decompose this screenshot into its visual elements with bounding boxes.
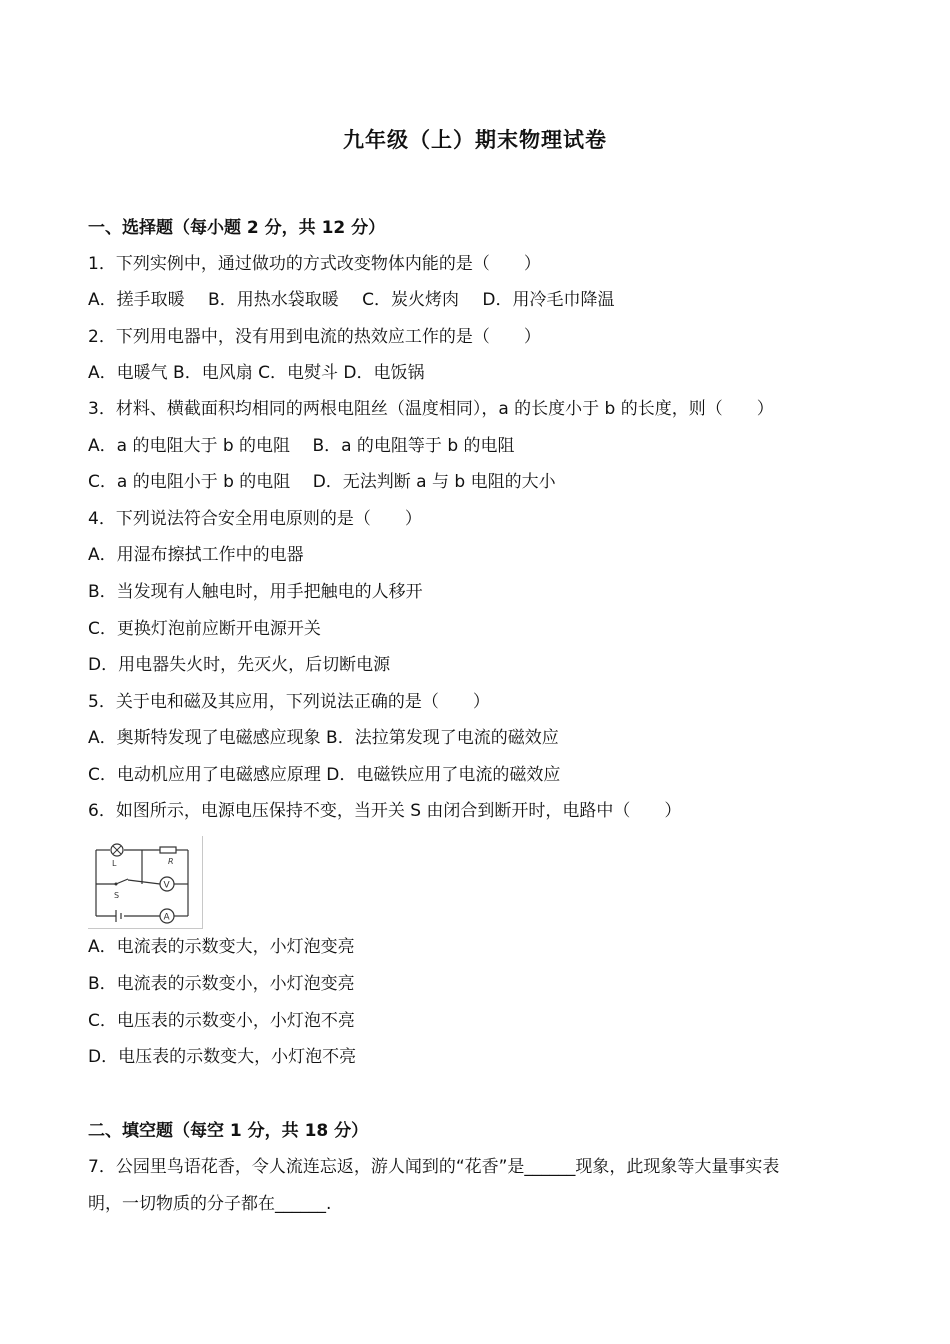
question-6-option-b: B．电流表的示数变小，小灯泡变亮 — [88, 974, 355, 994]
section-heading-choice: 一、选择题（每小题 2 分，共 12 分） — [88, 218, 386, 238]
ammeter-label: A — [163, 912, 170, 923]
page-title: 九年级（上）期末物理试卷 — [343, 128, 607, 152]
question-4-option-d: D．用电器失火时，先灭火，后切断电源 — [88, 655, 391, 675]
question-1-option-b: B．用热水袋取暖 — [208, 290, 339, 310]
question-6-option-d: D．电压表的示数变大，小灯泡不亮 — [88, 1047, 357, 1067]
question-5-options-ab: A．奥斯特发现了电磁感应现象 B．法拉第发现了电流的磁效应 — [88, 728, 559, 748]
question-4-option-c: C．更换灯泡前应断开电源开关 — [88, 619, 321, 639]
lamp-symbol — [111, 844, 123, 868]
lamp-label: L — [112, 859, 117, 868]
question-7-line-1: 7．公园里鸟语花香，令人流连忘返，游人闻到的“花香”是______现象，此现象等大量事实表 — [88, 1157, 780, 1177]
question-5-stem: 5．关于电和磁及其应用，下列说法正确的是（ ） — [88, 692, 490, 712]
question-6-option-c: C．电压表的示数变小，小灯泡不亮 — [88, 1011, 355, 1031]
question-6-option-a: A．电流表的示数变大，小灯泡变亮 — [88, 937, 355, 957]
section-heading-fill: 二、填空题（每空 1 分，共 18 分） — [88, 1121, 369, 1141]
voltmeter-symbol — [160, 877, 174, 891]
question-3-options-cd: C．a 的电阻小于 b 的电阻 D．无法判断 a 与 b 电阻的大小 — [88, 472, 556, 492]
question-4-option-b: B．当发现有人触电时，用手把触电的人移开 — [88, 582, 423, 602]
question-3-options-ab: A．a 的电阻大于 b 的电阻 B．a 的电阻等于 b 的电阻 — [88, 436, 515, 456]
question-1-option-d: D．用冷毛巾降温 — [482, 290, 615, 310]
question-1-options — [88, 288, 615, 312]
resistor-label: R — [168, 857, 174, 866]
resistor-symbol — [160, 847, 176, 866]
voltmeter-label: V — [163, 880, 170, 891]
question-3-stem: 3．材料、横截面积均相同的两根电阻丝（温度相同），a 的长度小于 b 的长度，则（ ） — [88, 399, 774, 419]
question-2-stem: 2．下列用电器中，没有用到电流的热效应工作的是（ ） — [88, 327, 541, 347]
question-6-stem: 6．如图所示，电源电压保持不变，当开关 S 由闭合到断开时，电路中（ ） — [88, 801, 682, 821]
question-5-options-cd: C．电动机应用了电磁感应原理 D．电磁铁应用了电流的磁效应 — [88, 765, 561, 785]
switch-symbol — [114, 879, 128, 900]
question-7-line-2: 明，一切物质的分子都在______. — [88, 1194, 332, 1214]
ammeter-symbol — [160, 909, 174, 923]
question-1-option-c: C．炭火烤肉 — [362, 290, 459, 310]
question-4-option-a: A．用湿布擦拭工作中的电器 — [88, 545, 304, 565]
question-4-stem: 4．下列说法符合安全用电原则的是（ ） — [88, 509, 422, 529]
question-1-option-a: A．搓手取暖 — [88, 290, 185, 310]
circuit-diagram — [88, 836, 203, 929]
question-2-options: A．电暖气 B．电风扇 C．电熨斗 D．电饭锅 — [88, 363, 425, 383]
switch-label: S — [114, 891, 120, 900]
question-1-stem: 1．下列实例中，通过做功的方式改变物体内能的是（ ） — [88, 254, 541, 274]
